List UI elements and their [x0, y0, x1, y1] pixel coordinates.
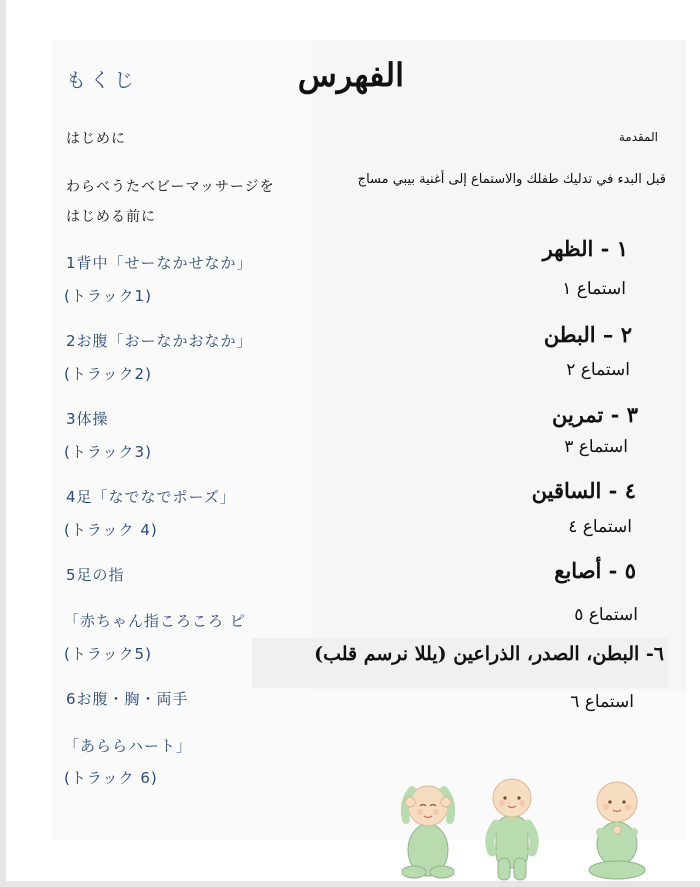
arabic-item-4-title: ٤ - الساقين — [531, 478, 636, 503]
arabic-toc-heading: الفهرس — [297, 56, 404, 94]
japanese-item-6-track: (トラック 6) — [64, 769, 158, 787]
arabic-item-1-title: ١ - الظهر — [542, 236, 628, 261]
japanese-item-1-track: (トラック1) — [64, 287, 152, 305]
arabic-item-2-listen: استماع ٢ — [566, 360, 630, 380]
japanese-item-6-subtitle: 「あららハート」 — [64, 737, 193, 755]
baby-standing-illustration — [482, 772, 542, 884]
arabic-item-4-listen: استماع ٤ — [568, 517, 632, 537]
japanese-item-5-track: (トラック5) — [64, 645, 152, 663]
baby-covering-ears-illustration — [396, 772, 460, 882]
arabic-item-3-title: ٣ - تمرين — [551, 402, 638, 427]
japanese-intro-heading: はじめに — [66, 131, 126, 147]
arabic-intro-heading: المقدمة — [618, 130, 658, 144]
arabic-item-1-listen: استماع ١ — [562, 279, 626, 299]
arabic-item-2-title: ٢ – البطن — [543, 322, 632, 347]
japanese-toc-heading: もくじ — [66, 68, 138, 92]
japanese-intro-line-1: わらべうたベビーマッサージを — [66, 179, 275, 195]
japanese-item-5-title: 5足の指 — [66, 566, 125, 584]
japanese-item-3-title: 3体操 — [66, 410, 109, 428]
japanese-item-1-title: 1背中「せーなかせなか」 — [66, 254, 253, 272]
arabic-intro-text: قبل البدء في تدليك طفلك والاستماع إلى أغنية بيبي مساج — [357, 172, 666, 187]
page-edge — [0, 0, 6, 887]
japanese-item-6-title: 6お腹・胸・両手 — [66, 690, 189, 708]
japanese-item-5-subtitle: 「赤ちゃん指ころころ ピ — [64, 612, 246, 630]
japanese-item-4-track: (トラック 4) — [64, 521, 158, 539]
arabic-item-3-listen: استماع ٣ — [564, 437, 628, 457]
arabic-item-5-listen: استماع ٥ — [574, 605, 638, 625]
japanese-item-2-track: (トラック2) — [64, 365, 152, 383]
arabic-item-6-title: ٦- البطن، الصدر، الذراعين (يللا نرسم قلب) — [314, 643, 664, 665]
baby-sitting-illustration — [584, 772, 650, 882]
arabic-item-5-title: ٥ - أصابع — [554, 558, 636, 583]
japanese-item-3-track: (トラック3) — [64, 443, 152, 461]
japanese-intro-line-2: はじめる前に — [66, 209, 156, 225]
arabic-item-6-listen: استماع ٦ — [570, 692, 634, 712]
japanese-item-2-title: 2お腹「おーなかおなか」 — [66, 332, 253, 350]
japanese-item-4-title: 4足「なでなでポーズ」 — [66, 488, 236, 506]
